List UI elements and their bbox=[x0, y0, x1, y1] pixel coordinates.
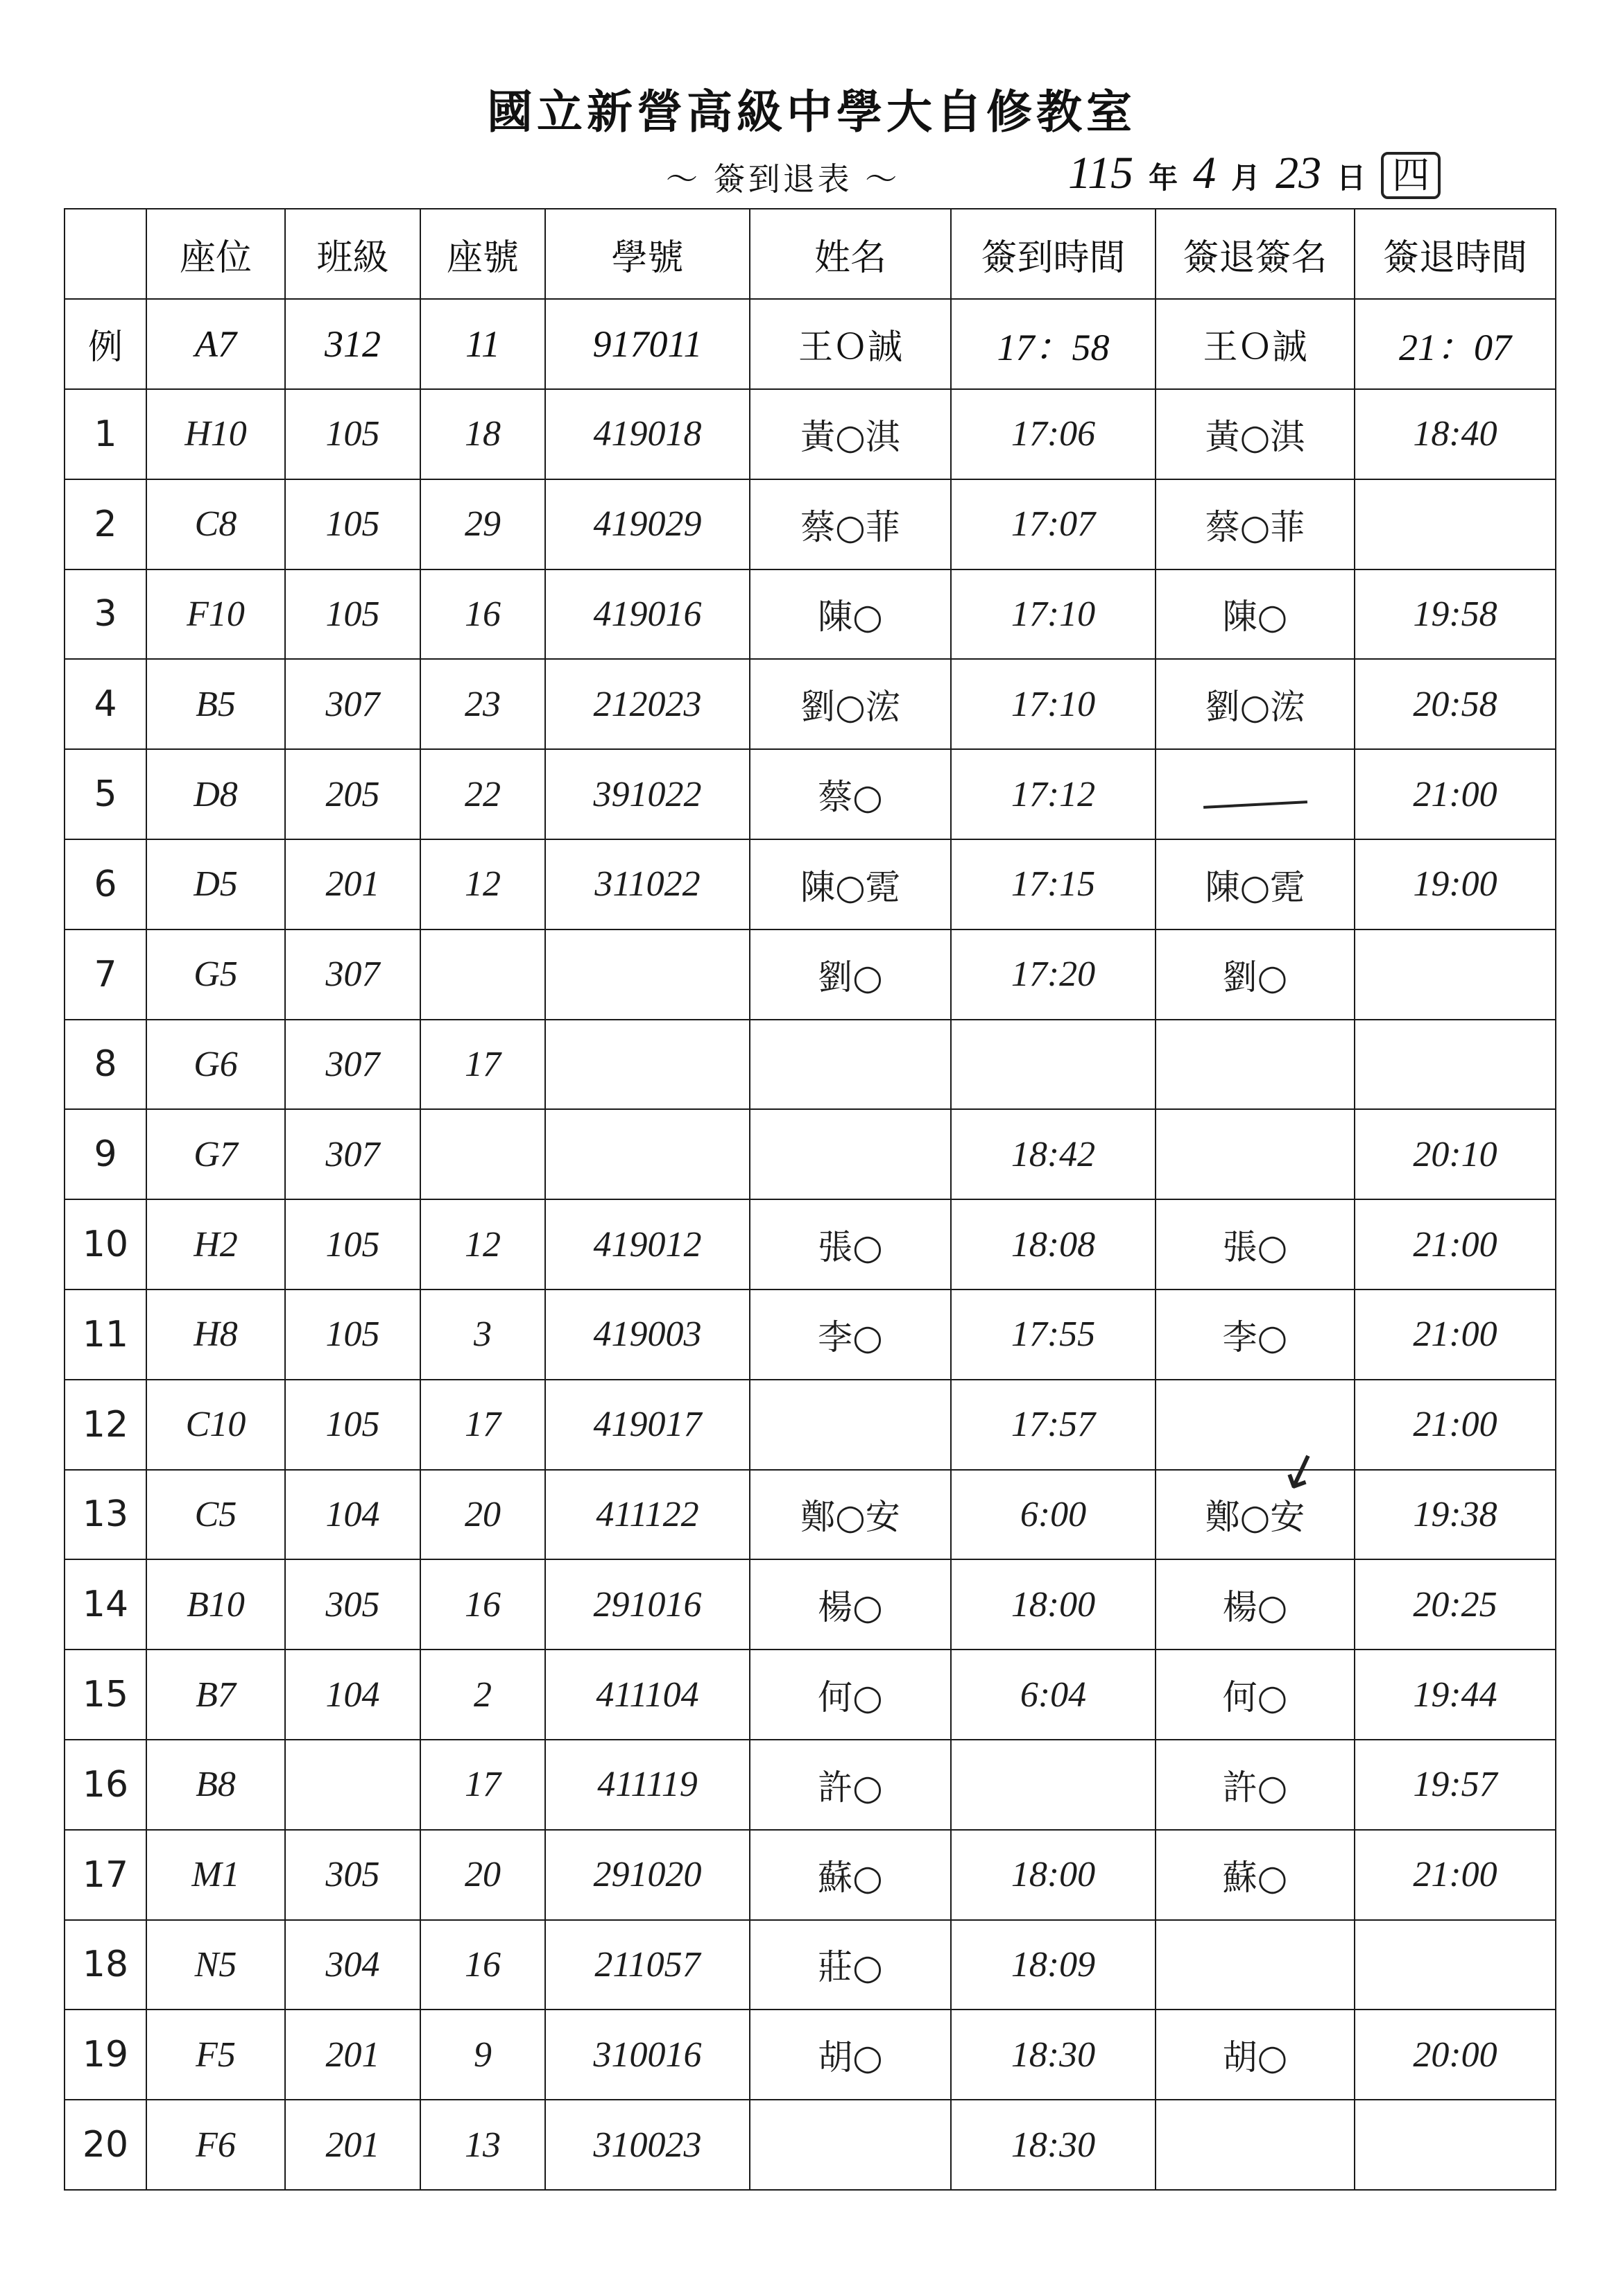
date-day-label: 日 bbox=[1337, 161, 1366, 195]
sign-in-time-cell: 18:42 bbox=[951, 1109, 1156, 1199]
sign-in-time-cell: 17:06 bbox=[951, 389, 1156, 479]
row-number-cell: 2 bbox=[65, 479, 146, 569]
table-row bbox=[65, 1199, 1556, 1290]
class-cell: 201 bbox=[285, 2010, 420, 2100]
table-row bbox=[65, 1650, 1556, 1740]
row-number-cell: 16 bbox=[65, 1740, 146, 1830]
date-year: 115 bbox=[1068, 148, 1134, 198]
name-cell: 許○ bbox=[750, 1740, 951, 1830]
sign-out-time-cell: 19:38 bbox=[1355, 1470, 1556, 1560]
seat-no-cell: 9 bbox=[420, 2010, 545, 2100]
student-id-cell: 419029 bbox=[545, 479, 750, 569]
date-day: 23 bbox=[1276, 148, 1322, 198]
name-cell: 胡○ bbox=[750, 2010, 951, 2100]
sign-out-name-cell: 蔡○菲 bbox=[1156, 479, 1355, 569]
sign-in-time-cell: 6:00 bbox=[951, 1470, 1156, 1560]
sign-out-name-cell: 何○ bbox=[1156, 1650, 1355, 1740]
seat-no-cell: 16 bbox=[420, 1559, 545, 1650]
table-row bbox=[65, 659, 1556, 749]
row-number-cell: 1 bbox=[65, 389, 146, 479]
sign-in-time-cell: 17:15 bbox=[951, 839, 1156, 929]
class-cell: 104 bbox=[285, 1650, 420, 1740]
column-header: 簽到時間 bbox=[951, 209, 1156, 299]
column-header: 姓名 bbox=[750, 209, 951, 299]
seat-cell: F5 bbox=[146, 2010, 285, 2100]
name-cell: 黃○淇 bbox=[750, 389, 951, 479]
sign-out-name-cell bbox=[1156, 2100, 1355, 2190]
class-cell: 201 bbox=[285, 839, 420, 929]
date-year-label: 年 bbox=[1149, 161, 1178, 195]
form-date bbox=[1068, 147, 1441, 200]
seat-no-cell: 20 bbox=[420, 1830, 545, 1920]
sign-in-time-cell: 17:10 bbox=[951, 569, 1156, 660]
seat-no-cell: 12 bbox=[420, 839, 545, 929]
sign-in-time-cell: 17:10 bbox=[951, 659, 1156, 749]
seat-no-cell: 17 bbox=[420, 1020, 545, 1110]
student-id-cell: 391022 bbox=[545, 749, 750, 839]
sign-out-time-cell: 20:00 bbox=[1355, 2010, 1556, 2100]
seat-cell: C10 bbox=[146, 1380, 285, 1470]
name-cell: 蘇○ bbox=[750, 1830, 951, 1920]
sign-out-name-cell bbox=[1156, 749, 1355, 839]
row-number-cell: 13 bbox=[65, 1470, 146, 1560]
table-header-row bbox=[65, 209, 1556, 299]
class-cell: 307 bbox=[285, 1109, 420, 1199]
name-cell bbox=[750, 1109, 951, 1199]
sign-out-time-cell: 18:40 bbox=[1355, 389, 1556, 479]
sign-out-time-cell: 21:00 bbox=[1355, 1830, 1556, 1920]
sign-out-name-cell: 陳○霓 bbox=[1156, 839, 1355, 929]
sign-out-time-cell: 19:57 bbox=[1355, 1740, 1556, 1830]
date-weekday: 四 bbox=[1381, 152, 1441, 199]
row-number-cell: 11 bbox=[65, 1290, 146, 1380]
seat-no-cell: 17 bbox=[420, 1380, 545, 1470]
sign-out-time-cell: 21:00 bbox=[1355, 1290, 1556, 1380]
seat-no-cell: 18 bbox=[420, 389, 545, 479]
seat-cell: F6 bbox=[146, 2100, 285, 2190]
page-title: 國立新營高級中學大自修教室 bbox=[487, 85, 1136, 139]
seat-cell: A7 bbox=[146, 299, 285, 389]
seat-cell: H8 bbox=[146, 1290, 285, 1380]
class-cell: 307 bbox=[285, 1020, 420, 1110]
class-cell: 305 bbox=[285, 1559, 420, 1650]
seat-cell: M1 bbox=[146, 1830, 285, 1920]
class-cell: 304 bbox=[285, 1920, 420, 2010]
student-id-cell: 211057 bbox=[545, 1920, 750, 2010]
name-cell: 何○ bbox=[750, 1650, 951, 1740]
sign-out-name-cell: 王Ｏ誠 bbox=[1156, 299, 1355, 389]
sign-out-time-cell: 20:58 bbox=[1355, 659, 1556, 749]
seat-cell: G5 bbox=[146, 929, 285, 1020]
sign-in-time-cell: 17:55 bbox=[951, 1290, 1156, 1380]
sign-out-time-cell: 19:58 bbox=[1355, 569, 1556, 660]
name-cell bbox=[750, 1020, 951, 1110]
student-id-cell: 310016 bbox=[545, 2010, 750, 2100]
name-cell bbox=[750, 1380, 951, 1470]
column-header: 班級 bbox=[285, 209, 420, 299]
row-number-cell: 18 bbox=[65, 1920, 146, 2010]
column-header: 座號 bbox=[420, 209, 545, 299]
seat-no-cell: 22 bbox=[420, 749, 545, 839]
student-id-cell: 419012 bbox=[545, 1199, 750, 1290]
table-row bbox=[65, 1740, 1556, 1830]
seat-no-cell: 12 bbox=[420, 1199, 545, 1290]
seat-cell: B5 bbox=[146, 659, 285, 749]
sign-in-time-cell: 17:20 bbox=[951, 929, 1156, 1020]
name-cell: 王Ｏ誠 bbox=[750, 299, 951, 389]
column-header: 簽退簽名 bbox=[1156, 209, 1355, 299]
column-header: 座位 bbox=[146, 209, 285, 299]
row-number-cell: 17 bbox=[65, 1830, 146, 1920]
sign-out-time-cell: 19:00 bbox=[1355, 839, 1556, 929]
class-cell: 307 bbox=[285, 929, 420, 1020]
column-header: 學號 bbox=[545, 209, 750, 299]
form-subtitle: ～ 簽到退表 ～ bbox=[666, 160, 900, 198]
name-cell: 劉○ bbox=[750, 929, 951, 1020]
student-id-cell: 419003 bbox=[545, 1290, 750, 1380]
sign-out-time-cell: 19:44 bbox=[1355, 1650, 1556, 1740]
student-id-cell: 411122 bbox=[545, 1470, 750, 1560]
student-id-cell: 411104 bbox=[545, 1650, 750, 1740]
table-row bbox=[65, 389, 1556, 479]
column-header bbox=[65, 209, 146, 299]
class-cell: 104 bbox=[285, 1470, 420, 1560]
row-number-cell: 15 bbox=[65, 1650, 146, 1740]
sign-out-time-cell: 21：07 bbox=[1355, 299, 1556, 389]
row-label: 例 bbox=[65, 299, 146, 389]
date-month: 4 bbox=[1193, 148, 1217, 198]
name-cell: 蔡○菲 bbox=[750, 479, 951, 569]
seat-cell: C5 bbox=[146, 1470, 285, 1560]
row-number-cell: 12 bbox=[65, 1380, 146, 1470]
sign-out-name-cell: 劉○浤 bbox=[1156, 659, 1355, 749]
table-row bbox=[65, 479, 1556, 569]
table-row bbox=[65, 1559, 1556, 1650]
sign-in-time-cell bbox=[951, 1740, 1156, 1830]
sign-out-time-cell bbox=[1355, 929, 1556, 1020]
dash-mark bbox=[1203, 800, 1307, 809]
row-number-cell: 10 bbox=[65, 1199, 146, 1290]
row-number-cell: 9 bbox=[65, 1109, 146, 1199]
student-id-cell: 419018 bbox=[545, 389, 750, 479]
sign-in-time-cell: 17:12 bbox=[951, 749, 1156, 839]
class-cell: 105 bbox=[285, 479, 420, 569]
class-cell bbox=[285, 1740, 420, 1830]
sign-out-name-cell: 陳○ bbox=[1156, 569, 1355, 660]
seat-cell: G7 bbox=[146, 1109, 285, 1199]
student-id-cell bbox=[545, 1020, 750, 1110]
name-cell: 劉○浤 bbox=[750, 659, 951, 749]
seat-no-cell: 20 bbox=[420, 1470, 545, 1560]
sign-out-name-cell: 楊○ bbox=[1156, 1559, 1355, 1650]
row-number-cell: 4 bbox=[65, 659, 146, 749]
sign-out-name-cell bbox=[1156, 1920, 1355, 2010]
seat-cell: C8 bbox=[146, 479, 285, 569]
student-id-cell: 419017 bbox=[545, 1380, 750, 1470]
sign-out-name-cell: 許○ bbox=[1156, 1740, 1355, 1830]
student-id-cell: 310023 bbox=[545, 2100, 750, 2190]
seat-no-cell: 29 bbox=[420, 479, 545, 569]
sign-out-time-cell: 21:00 bbox=[1355, 749, 1556, 839]
seat-cell: B7 bbox=[146, 1650, 285, 1740]
table-row bbox=[65, 839, 1556, 929]
class-cell: 201 bbox=[285, 2100, 420, 2190]
table-row bbox=[65, 1109, 1556, 1199]
sign-out-name-cell: 鄭○安 bbox=[1156, 1470, 1355, 1560]
seat-cell: H10 bbox=[146, 389, 285, 479]
table-row bbox=[65, 1830, 1556, 1920]
sign-out-time-cell: 20:10 bbox=[1355, 1109, 1556, 1199]
seat-no-cell: 16 bbox=[420, 1920, 545, 2010]
table-row bbox=[65, 1470, 1556, 1560]
name-cell: 陳○ bbox=[750, 569, 951, 660]
seat-no-cell: 23 bbox=[420, 659, 545, 749]
sign-in-time-cell bbox=[951, 1020, 1156, 1110]
student-id-cell: 212023 bbox=[545, 659, 750, 749]
row-number-cell: 7 bbox=[65, 929, 146, 1020]
student-id-cell: 411119 bbox=[545, 1740, 750, 1830]
example-row bbox=[65, 299, 1556, 389]
name-cell: 陳○霓 bbox=[750, 839, 951, 929]
sign-out-name-cell: 胡○ bbox=[1156, 2010, 1355, 2100]
seat-no-cell: 13 bbox=[420, 2100, 545, 2190]
table-row bbox=[65, 1290, 1556, 1380]
row-number-cell: 3 bbox=[65, 569, 146, 660]
row-number-cell: 20 bbox=[65, 2100, 146, 2190]
row-number-cell: 8 bbox=[65, 1020, 146, 1110]
table-row bbox=[65, 569, 1556, 660]
student-id-cell: 291020 bbox=[545, 1830, 750, 1920]
sign-in-time-cell: 18:09 bbox=[951, 1920, 1156, 2010]
name-cell: 蔡○ bbox=[750, 749, 951, 839]
sign-out-time-cell: 20:25 bbox=[1355, 1559, 1556, 1650]
sign-out-time-cell bbox=[1355, 1920, 1556, 2010]
class-cell: 312 bbox=[285, 299, 420, 389]
class-cell: 105 bbox=[285, 389, 420, 479]
sign-out-time-cell bbox=[1355, 479, 1556, 569]
student-id-cell bbox=[545, 1109, 750, 1199]
sign-out-name-cell bbox=[1156, 1109, 1355, 1199]
column-header: 簽退時間 bbox=[1355, 209, 1556, 299]
seat-no-cell: 16 bbox=[420, 569, 545, 660]
table-row bbox=[65, 2010, 1556, 2100]
sign-in-time-cell: 18:30 bbox=[951, 2010, 1156, 2100]
sign-in-time-cell: 18:00 bbox=[951, 1830, 1156, 1920]
sign-in-time-cell: 18:30 bbox=[951, 2100, 1156, 2190]
student-id-cell: 291016 bbox=[545, 1559, 750, 1650]
class-cell: 205 bbox=[285, 749, 420, 839]
sign-out-name-cell: 蘇○ bbox=[1156, 1830, 1355, 1920]
seat-no-cell bbox=[420, 1109, 545, 1199]
seat-cell: H2 bbox=[146, 1199, 285, 1290]
row-number-cell: 14 bbox=[65, 1559, 146, 1650]
seat-cell: B10 bbox=[146, 1559, 285, 1650]
seat-cell: F10 bbox=[146, 569, 285, 660]
sign-in-time-cell: 6:04 bbox=[951, 1650, 1156, 1740]
table-row bbox=[65, 749, 1556, 839]
seat-cell: B8 bbox=[146, 1740, 285, 1830]
row-number-cell: 5 bbox=[65, 749, 146, 839]
student-id-cell: 419016 bbox=[545, 569, 750, 660]
date-month-label: 月 bbox=[1231, 161, 1261, 195]
seat-cell: G6 bbox=[146, 1020, 285, 1110]
table-row bbox=[65, 1920, 1556, 2010]
table-row bbox=[65, 1020, 1556, 1110]
row-number-cell: 19 bbox=[65, 2010, 146, 2100]
sign-in-time-cell: 17:57 bbox=[951, 1380, 1156, 1470]
sign-out-name-cell bbox=[1156, 1380, 1355, 1470]
seat-cell: N5 bbox=[146, 1920, 285, 2010]
name-cell: 鄭○安 bbox=[750, 1470, 951, 1560]
sign-out-time-cell bbox=[1355, 2100, 1556, 2190]
sign-out-name-cell: 劉○ bbox=[1156, 929, 1355, 1020]
seat-cell: D8 bbox=[146, 749, 285, 839]
arrow-mark-icon: ↙ bbox=[1271, 1436, 1329, 1504]
student-id-cell: 917011 bbox=[545, 299, 750, 389]
class-cell: 105 bbox=[285, 1199, 420, 1290]
sign-in-time-cell: 18:00 bbox=[951, 1559, 1156, 1650]
table-row bbox=[65, 929, 1556, 1020]
class-cell: 105 bbox=[285, 1290, 420, 1380]
student-id-cell: 311022 bbox=[545, 839, 750, 929]
sign-in-time-cell: 17:07 bbox=[951, 479, 1156, 569]
seat-no-cell: 2 bbox=[420, 1650, 545, 1740]
sign-in-time-cell: 18:08 bbox=[951, 1199, 1156, 1290]
sign-in-table bbox=[64, 208, 1556, 2191]
class-cell: 307 bbox=[285, 659, 420, 749]
seat-cell: D5 bbox=[146, 839, 285, 929]
sign-out-name-cell bbox=[1156, 1020, 1355, 1110]
sign-out-name-cell: 李○ bbox=[1156, 1290, 1355, 1380]
name-cell: 李○ bbox=[750, 1290, 951, 1380]
row-number-cell: 6 bbox=[65, 839, 146, 929]
name-cell: 張○ bbox=[750, 1199, 951, 1290]
table-row bbox=[65, 2100, 1556, 2190]
seat-no-cell: 17 bbox=[420, 1740, 545, 1830]
sign-out-name-cell: 張○ bbox=[1156, 1199, 1355, 1290]
sign-in-time-cell: 17：58 bbox=[951, 299, 1156, 389]
table-row bbox=[65, 1380, 1556, 1470]
name-cell bbox=[750, 2100, 951, 2190]
sign-out-time-cell bbox=[1355, 1020, 1556, 1110]
name-cell: 楊○ bbox=[750, 1559, 951, 1650]
seat-no-cell: 11 bbox=[420, 299, 545, 389]
class-cell: 105 bbox=[285, 1380, 420, 1470]
class-cell: 105 bbox=[285, 569, 420, 660]
seat-no-cell: 3 bbox=[420, 1290, 545, 1380]
class-cell: 305 bbox=[285, 1830, 420, 1920]
student-id-cell bbox=[545, 929, 750, 1020]
seat-no-cell bbox=[420, 929, 545, 1020]
sign-out-name-cell: 黃○淇 bbox=[1156, 389, 1355, 479]
sign-out-time-cell: 21:00 bbox=[1355, 1380, 1556, 1470]
name-cell: 莊○ bbox=[750, 1920, 951, 2010]
sign-out-time-cell: 21:00 bbox=[1355, 1199, 1556, 1290]
